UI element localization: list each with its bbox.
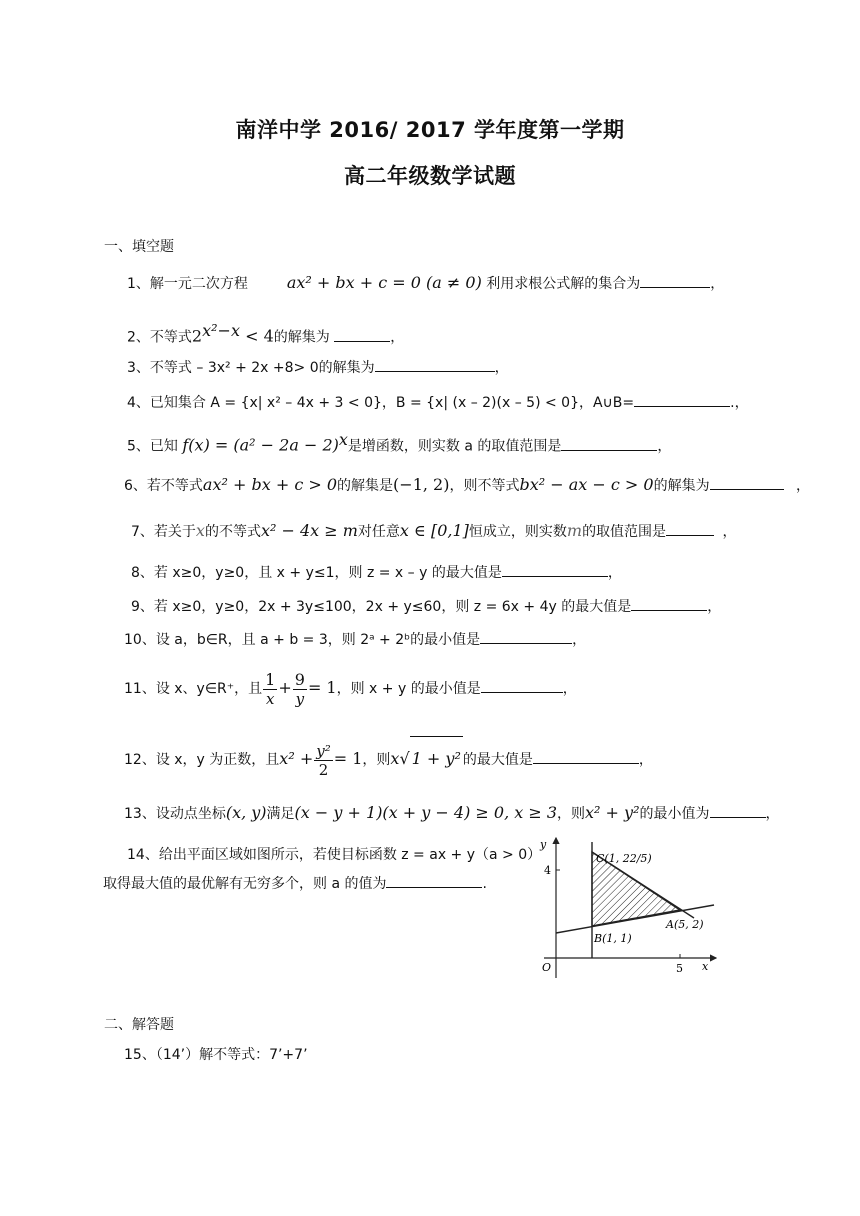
label-origin: O xyxy=(542,961,552,974)
q2-inequality: < 4 xyxy=(239,326,274,346)
q12-tail: ， xyxy=(638,752,653,768)
q2-answer-blank[interactable] xyxy=(334,327,390,342)
q3-suffix: 的解集为 xyxy=(318,360,375,376)
q10-tail: ， xyxy=(572,632,587,648)
point-b-label: B(1, 1) xyxy=(594,932,632,945)
question-14-line1: 14、给出平面区域如图所示，若使目标函数 z = ax + y（a > 0） xyxy=(127,847,542,863)
q10-text: 10、设 a，b∈R，且 a + b = 3，则 2ᵃ + 2ᵇ的最小值是 xyxy=(124,632,481,648)
question-2 xyxy=(127,320,404,349)
q5-function: f(x) = (a² − 2a − 2) xyxy=(182,435,339,455)
q2-exponent: x²−x xyxy=(202,321,240,340)
q11-prefix: 11、设 x、y∈R⁺，且 xyxy=(124,681,263,697)
q2-base: 2 xyxy=(191,326,203,346)
question-7 xyxy=(131,520,737,543)
q6-answer-blank[interactable] xyxy=(710,475,784,490)
q7-var-m: m xyxy=(566,521,583,540)
q6-text-1: 的解集是 xyxy=(337,478,394,494)
q7-domain: x ∈ [0,1] xyxy=(399,521,469,540)
q12-prefix: 12、设 x，y 为正数，且 xyxy=(124,752,280,768)
q7-answer-blank[interactable] xyxy=(666,521,714,536)
q1-suffix: 利用求根公式解的集合为 xyxy=(486,276,641,292)
q8-answer-blank[interactable] xyxy=(502,562,608,577)
q14-answer-blank[interactable] xyxy=(386,873,482,888)
q1-answer-blank[interactable] xyxy=(640,273,710,288)
q12-sqrt: 1 + y² xyxy=(410,736,463,781)
q7-inequality: x² − 4x ≥ m xyxy=(260,521,358,540)
question-13 xyxy=(124,802,780,825)
graph-svg xyxy=(538,832,728,982)
q12-x: x xyxy=(390,749,400,768)
q11-equals: = 1 xyxy=(307,678,337,697)
q6-inequality-2: bx² − ax − c > 0 xyxy=(519,475,654,494)
q2-prefix: 2、不等式 xyxy=(127,329,192,346)
question-3 xyxy=(127,357,509,379)
q4-text: 4、已知集合 A = {x| x² – 4x + 3 < 0}，B = {x| (x – 2)(x – 5) < 0}，A∪B= xyxy=(127,395,635,411)
q7-prefix: 7、若关于 xyxy=(131,524,196,540)
question-8 xyxy=(131,562,622,584)
q7-text-3: 恒成立，则实数 xyxy=(468,524,567,540)
q11-suffix: ，则 x + y 的最小值是 xyxy=(336,681,481,697)
q1-prefix: 1、解一元二次方程 xyxy=(127,276,248,292)
question-4 xyxy=(127,392,749,414)
question-14-line2 xyxy=(103,873,487,895)
q6-inequality-1: ax² + bx + c > 0 xyxy=(202,475,338,494)
q10-answer-blank[interactable] xyxy=(480,629,572,644)
q6-interval: (−1, 2) xyxy=(393,475,450,494)
q13-point: (x, y) xyxy=(225,803,267,822)
q6-prefix: 6、若不等式 xyxy=(124,478,203,494)
q3-tail: ， xyxy=(494,360,509,376)
question-6 xyxy=(124,474,810,497)
q6-suffix: 的解集为 xyxy=(653,478,710,494)
exam-title-line1: 南洋中学 2016/ 2017 学年度第一学期 xyxy=(235,118,625,142)
q7-text-2: 对任意 xyxy=(357,524,400,540)
exam-title-line2: 高二年级数学试题 xyxy=(344,164,516,188)
q12-term: x² + xyxy=(279,749,314,768)
tick-label-4: 4 xyxy=(544,864,551,877)
q12-text: ，则 xyxy=(362,752,391,768)
q6-tail: ， xyxy=(796,478,811,494)
q14-tail: . xyxy=(482,876,487,892)
q11-tail: ， xyxy=(562,681,577,697)
q1-tail: ， xyxy=(710,276,725,292)
q8-tail: ， xyxy=(607,565,622,581)
q12-equals: = 1 xyxy=(333,749,363,768)
q4-tail: .， xyxy=(730,395,749,411)
q11-plus: + xyxy=(278,678,292,697)
q11-fraction-1: $\frac{1}{x}$ xyxy=(265,669,276,708)
q7-suffix: 的取值范围是 xyxy=(582,524,667,540)
question-10 xyxy=(124,629,586,651)
q12-answer-blank[interactable] xyxy=(533,749,639,764)
question-5 xyxy=(127,429,671,458)
label-y: y xyxy=(540,838,547,851)
q13-prefix: 13、设动点坐标 xyxy=(124,806,226,822)
q13-suffix: 的最小值为 xyxy=(639,806,710,822)
q7-text-1: 的不等式 xyxy=(204,524,261,540)
q2-tail: ， xyxy=(390,329,405,346)
q2-suffix: 的解集为 xyxy=(273,329,330,346)
feasible-region-graph xyxy=(538,832,728,982)
point-a-label: A(5, 2) xyxy=(666,918,704,931)
q5-tail: ， xyxy=(657,438,672,455)
label-x: x xyxy=(702,960,709,973)
q5-answer-blank[interactable] xyxy=(561,436,657,451)
q7-tail: ， xyxy=(722,524,737,540)
q13-text-1: 满足 xyxy=(266,806,295,822)
q13-condition: (x − y + 1)(x + y − 4) ≥ 0, x ≥ 3 xyxy=(294,803,558,822)
q12-fraction: $\frac{\text{y²}}{2}$ xyxy=(316,741,331,779)
q6-text-2: ，则不等式 xyxy=(449,478,520,494)
q1-equation: ax² + bx + c = 0 (a ≠ 0) xyxy=(286,273,482,292)
q11-fraction-2: $\frac{9}{y}$ xyxy=(294,669,305,708)
q13-expression: x² + y² xyxy=(585,803,640,822)
q7-var-x: x xyxy=(195,521,205,540)
q4-answer-blank[interactable] xyxy=(634,392,730,407)
q14-text: 取得最大值的最优解有无穷多个，则 a 的值为 xyxy=(103,876,387,892)
q5-exponent: x xyxy=(338,430,348,449)
question-15: 15、（14’）解不等式：7’+7’ xyxy=(124,1047,308,1063)
q9-text: 9、若 x≥0，y≥0，2x + 3y≤100，2x + y≤60，则 z = 6x + 4y 的最大值是 xyxy=(131,599,632,615)
q13-answer-blank[interactable] xyxy=(710,803,766,818)
section-fill-in-blank: 一、填空题 xyxy=(104,239,174,255)
question-9 xyxy=(131,596,721,618)
q9-answer-blank[interactable] xyxy=(631,596,707,611)
q3-inequality: – 3x² + 2x +8> 0 xyxy=(191,360,319,376)
q8-text: 8、若 x≥0，y≥0，且 x + y≤1，则 z = x – y 的最大值是 xyxy=(131,565,502,581)
section-solve: 二、解答题 xyxy=(104,1017,174,1033)
q3-answer-blank[interactable] xyxy=(375,357,495,372)
question-1 xyxy=(127,272,724,295)
question-11 xyxy=(124,666,577,711)
q13-text-2: ，则 xyxy=(557,806,586,822)
q13-tail: ， xyxy=(765,806,780,822)
q11-answer-blank[interactable] xyxy=(481,678,563,693)
q12-suffix: 的最大值是 xyxy=(462,752,533,768)
tick-label-5: 5 xyxy=(676,962,683,975)
q9-tail: ， xyxy=(707,599,722,615)
q3-prefix: 3、不等式 xyxy=(127,360,192,376)
point-c-label: C(1, 22/5) xyxy=(596,852,652,865)
q5-suffix: 是增函数，则实数 a 的取值范围是 xyxy=(347,438,562,455)
question-12: 12、设 x，y 为正数，且x² + $\frac{\text{y²}}{2}$ = 1，则x√ 1 + y² 的最大值是 ， xyxy=(124,736,653,782)
q5-prefix: 5、已知 xyxy=(127,438,178,455)
